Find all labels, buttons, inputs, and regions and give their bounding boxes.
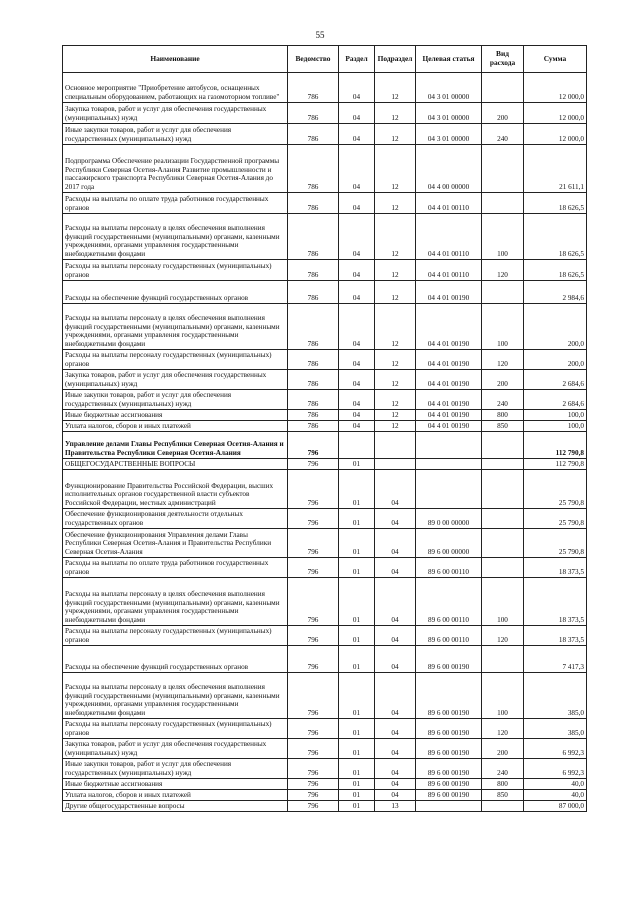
cell-sum: 6 992,3: [524, 759, 587, 779]
cell-subsection: 12: [375, 145, 416, 193]
table-row: [63, 470, 587, 509]
header-name: Наименование: [63, 46, 288, 73]
cell-dept: 786: [288, 193, 339, 214]
cell-subsection: 12: [375, 103, 416, 124]
cell-sum: 100,0: [524, 421, 587, 432]
cell-target: 04 4 01 00190: [416, 410, 482, 421]
header-dept: Ведомство: [288, 46, 339, 73]
cell-exp-type: [482, 529, 524, 558]
cell-dept: 796: [288, 509, 339, 529]
cell-subsection: 12: [375, 421, 416, 432]
cell-sum: 200,0: [524, 304, 587, 350]
cell-sum: 6 992,3: [524, 739, 587, 759]
cell-dept: 796: [288, 790, 339, 801]
cell-name: Функционирование Правительства Российской Федерации, высших исполнительных органов государственной власти субъектов Российской Федерации, местных администраций: [63, 470, 288, 509]
cell-exp-type: 200: [482, 739, 524, 759]
cell-dept: 796: [288, 759, 339, 779]
cell-subsection: 12: [375, 124, 416, 145]
cell-dept: 786: [288, 390, 339, 410]
cell-exp-type: [482, 145, 524, 193]
cell-exp-type: [482, 509, 524, 529]
cell-section: 04: [339, 410, 375, 421]
cell-target: 04 4 01 00110: [416, 260, 482, 281]
cell-dept: 796: [288, 459, 339, 470]
cell-sum: 40,0: [524, 779, 587, 790]
cell-target: 89 6 00 00190: [416, 759, 482, 779]
cell-exp-type: [482, 801, 524, 812]
cell-sum: 12 000,0: [524, 124, 587, 145]
cell-sum: 12 000,0: [524, 103, 587, 124]
cell-dept: 796: [288, 739, 339, 759]
cell-target: 89 6 00 00000: [416, 529, 482, 558]
table-row: [63, 719, 587, 739]
cell-subsection: 12: [375, 370, 416, 390]
table-row: [63, 410, 587, 421]
cell-subsection: 12: [375, 304, 416, 350]
cell-dept: 796: [288, 779, 339, 790]
cell-section: 04: [339, 390, 375, 410]
cell-target: 04 4 01 00190: [416, 304, 482, 350]
cell-target: [416, 470, 482, 509]
cell-section: 04: [339, 421, 375, 432]
cell-target: 04 4 00 00000: [416, 145, 482, 193]
cell-target: 89 6 00 00190: [416, 739, 482, 759]
table-row: [63, 459, 587, 470]
cell-dept: 796: [288, 719, 339, 739]
cell-subsection: 12: [375, 390, 416, 410]
cell-name: Закупка товаров, работ и услуг для обеспечения государственных (муниципальных) нужд: [63, 739, 288, 759]
cell-sum: 100,0: [524, 410, 587, 421]
table-row: [63, 673, 587, 719]
cell-exp-type: 120: [482, 626, 524, 646]
cell-name: Иные закупки товаров, работ и услуг для обеспечения государственных (муниципальных) нужд: [63, 390, 288, 410]
cell-subsection: 12: [375, 350, 416, 370]
cell-exp-type: 200: [482, 370, 524, 390]
cell-exp-type: 850: [482, 790, 524, 801]
table-row: [63, 145, 587, 193]
cell-sum: 200,0: [524, 350, 587, 370]
cell-subsection: 04: [375, 790, 416, 801]
cell-section: 01: [339, 790, 375, 801]
table-row: [63, 193, 587, 214]
cell-section: 01: [339, 626, 375, 646]
cell-exp-type: [482, 646, 524, 673]
cell-sum: 18 626,5: [524, 193, 587, 214]
cell-exp-type: 100: [482, 578, 524, 626]
cell-sum: 18 373,5: [524, 558, 587, 578]
header-section: Раздел: [339, 46, 375, 73]
cell-sum: 25 790,8: [524, 470, 587, 509]
cell-section: 01: [339, 470, 375, 509]
cell-section: 01: [339, 578, 375, 626]
cell-sum: 112 790,8: [524, 432, 587, 459]
cell-name: Основное мероприятие "Приобретение автобусов, оснащенных специальным оборудованием, работающих на газомоторном топливе": [63, 73, 288, 103]
cell-subsection: [375, 432, 416, 459]
cell-exp-type: [482, 193, 524, 214]
cell-section: 01: [339, 739, 375, 759]
cell-exp-type: [482, 73, 524, 103]
header-sum: Сумма: [524, 46, 587, 73]
cell-subsection: 04: [375, 558, 416, 578]
cell-dept: 786: [288, 124, 339, 145]
cell-name: Закупка товаров, работ и услуг для обеспечения государственных (муниципальных) нужд: [63, 370, 288, 390]
cell-dept: 796: [288, 578, 339, 626]
cell-name: Расходы на выплаты персоналу государственных (муниципальных) органов: [63, 626, 288, 646]
cell-name: Закупка товаров, работ и услуг для обеспечения государственных (муниципальных) нужд: [63, 103, 288, 124]
cell-dept: 796: [288, 529, 339, 558]
table-row: [63, 578, 587, 626]
cell-target: 04 4 01 00110: [416, 214, 482, 260]
cell-sum: 7 417,3: [524, 646, 587, 673]
cell-sum: 385,0: [524, 673, 587, 719]
cell-target: [416, 459, 482, 470]
cell-dept: 786: [288, 350, 339, 370]
cell-exp-type: 100: [482, 673, 524, 719]
cell-dept: 796: [288, 470, 339, 509]
table-row: [63, 304, 587, 350]
cell-subsection: 04: [375, 779, 416, 790]
cell-name: Расходы на выплаты персоналу государственных (муниципальных) органов: [63, 260, 288, 281]
cell-name: Расходы на выплаты по оплате труда работников государственных органов: [63, 193, 288, 214]
cell-sum: 25 790,8: [524, 529, 587, 558]
cell-exp-type: 240: [482, 124, 524, 145]
cell-name: Расходы на обеспечение функций государственных органов: [63, 281, 288, 304]
cell-sum: 385,0: [524, 719, 587, 739]
cell-name: Расходы на выплаты персоналу в целях обеспечения выполнения функций государственными (муниципальными) органами, казенными учреждениями, органами управления государственными внебюджетными фондами: [63, 578, 288, 626]
cell-sum: 2 984,6: [524, 281, 587, 304]
cell-subsection: 04: [375, 739, 416, 759]
cell-dept: 786: [288, 145, 339, 193]
cell-section: 01: [339, 558, 375, 578]
page-number: 55: [315, 30, 325, 40]
cell-section: 01: [339, 759, 375, 779]
cell-target: [416, 801, 482, 812]
cell-exp-type: [482, 470, 524, 509]
cell-section: 01: [339, 459, 375, 470]
cell-exp-type: [482, 459, 524, 470]
cell-exp-type: 120: [482, 350, 524, 370]
cell-dept: 796: [288, 432, 339, 459]
cell-section: [339, 432, 375, 459]
cell-subsection: 12: [375, 193, 416, 214]
cell-name: Обеспечение функционирования деятельности отдельных государственных органов: [63, 509, 288, 529]
cell-dept: 786: [288, 214, 339, 260]
cell-sum: 2 684,6: [524, 370, 587, 390]
cell-name: ОБЩЕГОСУДАРСТВЕННЫЕ ВОПРОСЫ: [63, 459, 288, 470]
cell-name: Обеспечение функционирования Управления делами Главы Республики Северная Осетия-Алания и Правительства Республики Северная Осетия-Алания: [63, 529, 288, 558]
cell-name: Иные закупки товаров, работ и услуг для обеспечения государственных (муниципальных) нужд: [63, 124, 288, 145]
cell-exp-type: 100: [482, 214, 524, 260]
table-row: [63, 801, 587, 812]
cell-exp-type: [482, 558, 524, 578]
cell-section: 04: [339, 145, 375, 193]
cell-subsection: 04: [375, 759, 416, 779]
table-row: [63, 214, 587, 260]
cell-target: 04 4 01 00190: [416, 350, 482, 370]
cell-name: Расходы на выплаты персоналу в целях обеспечения выполнения функций государственными (муниципальными) органами, казенными учреждениями, органами управления государственными внебюджетными фондами: [63, 214, 288, 260]
cell-sum: 18 373,5: [524, 626, 587, 646]
cell-dept: 786: [288, 410, 339, 421]
header-target: Целевая статья: [416, 46, 482, 73]
table-row: [63, 790, 587, 801]
cell-target: 04 4 01 00110: [416, 193, 482, 214]
cell-target: 89 6 00 00110: [416, 578, 482, 626]
table-row: [63, 73, 587, 103]
table-row: [63, 124, 587, 145]
table-row: [63, 646, 587, 673]
cell-name: Уплата налогов, сборов и иных платежей: [63, 421, 288, 432]
cell-dept: 786: [288, 73, 339, 103]
cell-target: 04 3 01 00000: [416, 124, 482, 145]
cell-exp-type: 850: [482, 421, 524, 432]
cell-dept: 796: [288, 673, 339, 719]
cell-subsection: 12: [375, 281, 416, 304]
table-body: [63, 73, 587, 812]
cell-sum: 21 611,1: [524, 145, 587, 193]
header-exp-type: Вид расхода: [482, 46, 524, 73]
cell-dept: 786: [288, 304, 339, 350]
table-row: [63, 390, 587, 410]
cell-subsection: 04: [375, 626, 416, 646]
cell-name: Расходы на выплаты персоналу государственных (муниципальных) органов: [63, 350, 288, 370]
cell-subsection: 04: [375, 646, 416, 673]
cell-section: 01: [339, 529, 375, 558]
cell-section: 01: [339, 509, 375, 529]
cell-target: 04 4 01 00190: [416, 370, 482, 390]
cell-dept: 796: [288, 558, 339, 578]
cell-target: 89 6 00 00190: [416, 719, 482, 739]
cell-exp-type: [482, 432, 524, 459]
cell-name: Иные закупки товаров, работ и услуг для обеспечения государственных (муниципальных) нужд: [63, 759, 288, 779]
cell-section: 04: [339, 124, 375, 145]
cell-section: 04: [339, 103, 375, 124]
cell-target: 89 6 00 00190: [416, 790, 482, 801]
cell-section: 04: [339, 214, 375, 260]
cell-sum: 25 790,8: [524, 509, 587, 529]
cell-subsection: 04: [375, 509, 416, 529]
cell-name: Расходы на выплаты персоналу государственных (муниципальных) органов: [63, 719, 288, 739]
cell-subsection: [375, 459, 416, 470]
cell-name: Другие общегосударственные вопросы: [63, 801, 288, 812]
cell-section: 04: [339, 350, 375, 370]
cell-section: 01: [339, 801, 375, 812]
budget-table: [62, 45, 587, 812]
cell-exp-type: 100: [482, 304, 524, 350]
cell-sum: 18 373,5: [524, 578, 587, 626]
cell-exp-type: 120: [482, 719, 524, 739]
cell-dept: 786: [288, 421, 339, 432]
cell-sum: 12 000,0: [524, 73, 587, 103]
cell-target: 89 6 00 00110: [416, 626, 482, 646]
cell-name: Подпрограмма Обеспечение реализации Государственной программы Республики Северная Осетия-Алания Развитие промышленности и пассажирского транспорта Республики Северная Осетия-Алания до 2017 года: [63, 145, 288, 193]
header-row: [63, 46, 587, 73]
table-row: [63, 350, 587, 370]
cell-target: 04 3 01 00000: [416, 103, 482, 124]
cell-target: 04 3 01 00000: [416, 73, 482, 103]
cell-section: 01: [339, 719, 375, 739]
cell-section: 01: [339, 646, 375, 673]
cell-name: Расходы на выплаты персоналу в целях обеспечения выполнения функций государственными (муниципальными) органами, казенными учреждениями, органами управления государственными внебюджетными фондами: [63, 304, 288, 350]
cell-exp-type: [482, 281, 524, 304]
cell-target: 89 6 00 00110: [416, 558, 482, 578]
cell-section: 04: [339, 260, 375, 281]
table-row: [63, 779, 587, 790]
table-row: [63, 103, 587, 124]
table-row: [63, 281, 587, 304]
cell-name: Расходы на обеспечение функций государственных органов: [63, 646, 288, 673]
cell-sum: 18 626,5: [524, 214, 587, 260]
table-row: [63, 529, 587, 558]
table-row: [63, 626, 587, 646]
cell-subsection: 12: [375, 260, 416, 281]
cell-dept: 786: [288, 370, 339, 390]
cell-target: 89 6 00 00190: [416, 779, 482, 790]
table-row: [63, 558, 587, 578]
cell-target: 89 6 00 00190: [416, 646, 482, 673]
header-subsection: Подраздел: [375, 46, 416, 73]
cell-target: 04 4 01 00190: [416, 421, 482, 432]
cell-sum: 112 790,8: [524, 459, 587, 470]
cell-section: 04: [339, 193, 375, 214]
cell-name: Уплата налогов, сборов и иных платежей: [63, 790, 288, 801]
cell-sum: 2 684,6: [524, 390, 587, 410]
cell-dept: 796: [288, 646, 339, 673]
cell-subsection: 04: [375, 470, 416, 509]
cell-exp-type: 240: [482, 759, 524, 779]
cell-target: 04 4 01 00190: [416, 390, 482, 410]
cell-dept: 786: [288, 281, 339, 304]
cell-name: Управление делами Главы Республики Северная Осетия-Алания и Правительства Республики Северная Осетия-Алания: [63, 432, 288, 459]
cell-exp-type: 200: [482, 103, 524, 124]
cell-exp-type: 240: [482, 390, 524, 410]
cell-subsection: 13: [375, 801, 416, 812]
cell-dept: 786: [288, 260, 339, 281]
cell-section: 01: [339, 673, 375, 719]
cell-subsection: 12: [375, 73, 416, 103]
table-row: [63, 509, 587, 529]
cell-dept: 786: [288, 103, 339, 124]
cell-section: 04: [339, 73, 375, 103]
cell-subsection: 04: [375, 529, 416, 558]
cell-target: 04 4 01 00190: [416, 281, 482, 304]
cell-subsection: 04: [375, 719, 416, 739]
cell-section: 04: [339, 370, 375, 390]
cell-target: 89 6 00 00190: [416, 673, 482, 719]
table-row: [63, 739, 587, 759]
cell-section: 04: [339, 304, 375, 350]
cell-name: Расходы на выплаты по оплате труда работников государственных органов: [63, 558, 288, 578]
cell-subsection: 12: [375, 214, 416, 260]
cell-section: 04: [339, 281, 375, 304]
cell-name: Иные бюджетные ассигнования: [63, 779, 288, 790]
table-row: [63, 432, 587, 459]
table-row: [63, 370, 587, 390]
table-row: [63, 759, 587, 779]
cell-sum: 18 626,5: [524, 260, 587, 281]
cell-subsection: 04: [375, 578, 416, 626]
table-row: [63, 421, 587, 432]
cell-subsection: 12: [375, 410, 416, 421]
cell-sum: 40,0: [524, 790, 587, 801]
cell-section: 01: [339, 779, 375, 790]
cell-target: [416, 432, 482, 459]
cell-sum: 87 000,0: [524, 801, 587, 812]
cell-exp-type: 800: [482, 410, 524, 421]
cell-dept: 796: [288, 626, 339, 646]
cell-exp-type: 120: [482, 260, 524, 281]
table-row: [63, 260, 587, 281]
cell-name: Расходы на выплаты персоналу в целях обеспечения выполнения функций государственными (муниципальными) органами, казенными учреждениями, органами управления государственными внебюджетными фондами: [63, 673, 288, 719]
cell-target: 89 0 00 00000: [416, 509, 482, 529]
cell-name: Иные бюджетные ассигнования: [63, 410, 288, 421]
cell-subsection: 04: [375, 673, 416, 719]
cell-dept: 796: [288, 801, 339, 812]
cell-exp-type: 800: [482, 779, 524, 790]
